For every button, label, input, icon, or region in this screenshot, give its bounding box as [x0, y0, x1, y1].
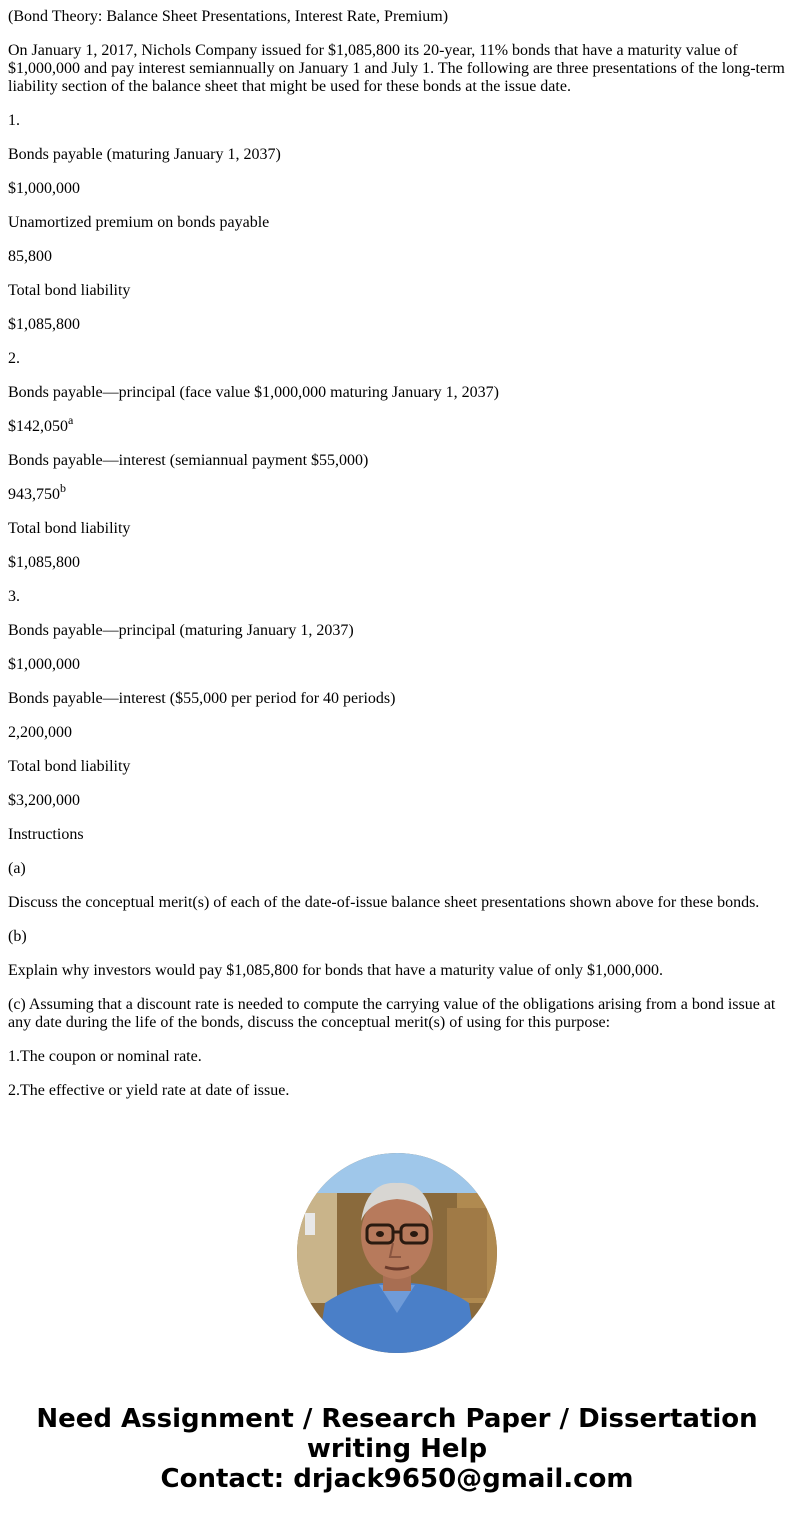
presentation-2-line2-value-row [8, 480, 786, 504]
footnote-b-marker: b [60, 480, 66, 495]
presentation-1-total-label: Total bond liability [8, 282, 131, 299]
instruction-b-label: (b) [8, 928, 27, 945]
promo-contact: Contact: drjack9650@gmail.com [160, 1464, 634, 1494]
instruction-c-item-2: 2.The effective or yield rate at date of issue. [8, 1082, 290, 1099]
presentation-2-line1-value-row [8, 412, 786, 436]
instruction-c-item-1: 1.The coupon or nominal rate. [8, 1048, 202, 1065]
presentation-2-line1-label: Bonds payable—principal (face value $1,000,000 maturing January 1, 2037) [8, 384, 499, 401]
promo-line-2: writing Help [306, 1434, 488, 1464]
presentation-1-line1-label: Bonds payable (maturing January 1, 2037) [8, 146, 281, 163]
intro-paragraph: On January 1, 2017, Nichols Company issued for $1,085,800 its 20-year, 11% bonds that have a maturity value of $1,000,000 and pay interest semiannually on January 1 and July 1. The following are three presentations of the long-term liability section of the balance sheet that might be used for these bonds at the issue date. [8, 42, 785, 95]
presentation-1-total-value: $1,085,800 [8, 316, 80, 333]
presentation-3-line2-label: Bonds payable—interest ($55,000 per period for 40 periods) [8, 690, 396, 707]
document-body [8, 0, 786, 1116]
presentation-3-line1-label: Bonds payable—principal (maturing January 1, 2037) [8, 622, 354, 639]
presentation-1-line2-label: Unamortized premium on bonds payable [8, 214, 270, 231]
person-photo-icon [297, 1153, 497, 1353]
presentation-2-line2-label: Bonds payable—interest (semiannual payment $55,000) [8, 452, 369, 469]
avatar [297, 1153, 497, 1353]
instruction-a-text: Discuss the conceptual merit(s) of each of the date-of-issue balance sheet presentations shown above for these bonds. [8, 894, 760, 911]
presentation-2-line2-value: 943,750 [8, 486, 60, 503]
presentation-2-number: 2. [8, 350, 20, 367]
instruction-b-text: Explain why investors would pay $1,085,800 for bonds that have a maturity value of only $1,000,000. [8, 962, 664, 979]
presentation-3-total-label: Total bond liability [8, 758, 131, 775]
presentation-2-line1-value: $142,050 [8, 418, 68, 435]
presentation-1-line1-value: $1,000,000 [8, 180, 80, 197]
instructions-heading: Instructions [8, 826, 84, 843]
presentation-2-total-label: Total bond liability [8, 520, 131, 537]
presentation-3-number: 3. [8, 588, 20, 605]
presentation-2-total-value: $1,085,800 [8, 554, 80, 571]
presentation-1-line2-value: 85,800 [8, 248, 52, 265]
instruction-a-label: (a) [8, 860, 26, 877]
presentation-1-number: 1. [8, 112, 20, 129]
document-title: (Bond Theory: Balance Sheet Presentations, Interest Rate, Premium) [8, 8, 449, 25]
presentation-3-total-value: $3,200,000 [8, 792, 80, 809]
promo-line-1: Need Assignment / Research Paper / Dissertation [36, 1404, 758, 1434]
presentation-3-line1-value: $1,000,000 [8, 656, 80, 673]
promo-banner [0, 1404, 794, 1494]
presentation-3-line2-value: 2,200,000 [8, 724, 72, 741]
footnote-a-marker: a [68, 412, 74, 427]
instruction-c-text: (c) Assuming that a discount rate is needed to compute the carrying value of the obligations arising from a bond issue at any date during the life of the bonds, discuss the conceptual merit(s) of using for this purpose: [8, 996, 776, 1031]
